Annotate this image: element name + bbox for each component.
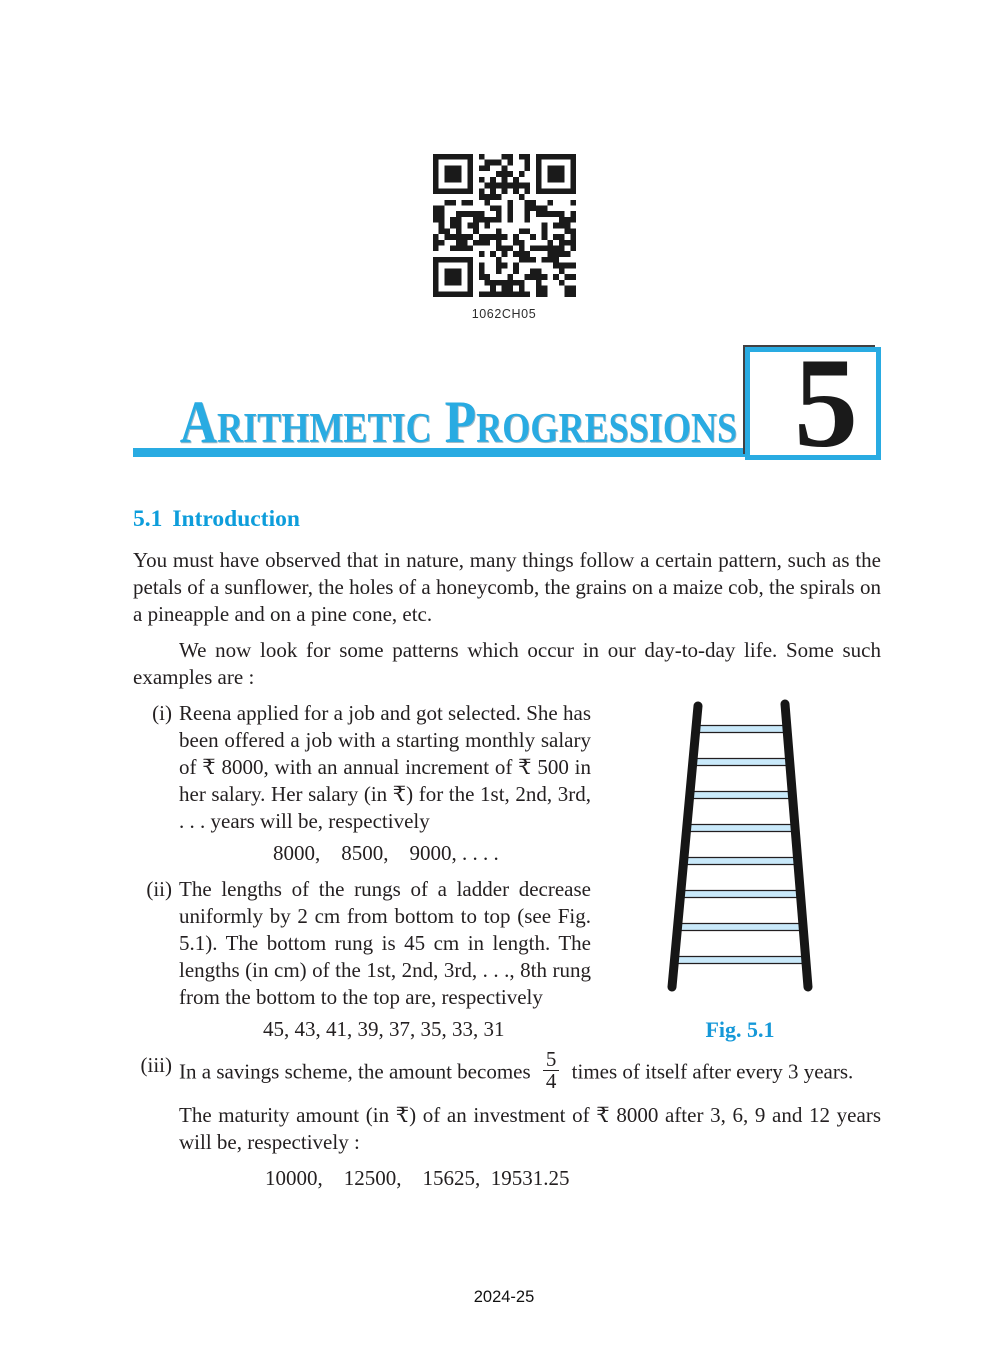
chapter-number-box	[745, 332, 881, 475]
qr-code-icon	[433, 154, 576, 297]
item-text-i: Reena applied for a job and got selected. She has been offered a job with a starting monthly salary of ₹ 8000, with an annual increment of ₹ 500 in her salary. Her salary (in ₹) for the 1st, 2nd, 3rd, . . . years will be, respectively	[179, 701, 591, 833]
item-iii-text-after-fraction: times of itself after every 3 years.	[571, 1059, 854, 1084]
fraction-denominator: 4	[543, 1070, 560, 1092]
chapter-title: Arithmetic Progressions	[179, 389, 737, 455]
ladder-left-rail	[672, 706, 698, 987]
item-values-i: 8000, 8500, 9000, . . . .	[273, 841, 499, 865]
item-label-iii: (iii)	[140, 1053, 172, 1077]
item-values-ii: 45, 43, 41, 39, 37, 35, 33, 31	[263, 1017, 505, 1041]
item-values-iii: 10000, 12500, 15625, 19531.25	[265, 1165, 570, 1190]
fraction-numerator: 5	[545, 1047, 557, 1071]
item-label-ii: (ii)	[146, 877, 172, 901]
section-heading	[133, 506, 881, 532]
example-item-iii	[133, 1047, 881, 1192]
chapter-number: 5	[794, 332, 858, 475]
ladder-icon	[652, 694, 828, 996]
section-title: Introduction	[172, 506, 300, 532]
item-iii-line-with-fraction	[179, 1047, 881, 1096]
item-text-ii: The lengths of the rungs of a ladder decrease uniformly by 2 cm from bottom to top (see Fig. 5.1). The bottom rung is 45 cm in length. The lengths (in cm) of the 1st, 2nd, 3rd, . . ., 8th rung from the bottom to the top are, respectively	[179, 877, 591, 1009]
item-text-iii	[179, 1047, 881, 1162]
page-footer-year: 2024-25	[473, 1288, 535, 1306]
item-label-i: (i)	[152, 701, 172, 725]
ladder-right-rail	[785, 704, 808, 987]
figure-caption: Fig. 5.1	[705, 1017, 775, 1042]
intro-paragraph-2: We now look for some patterns which occur in our day-to-day life. Some such examples are :	[133, 638, 881, 689]
qr-block	[0, 154, 1008, 321]
item-iii-text2: The maturity amount (in ₹) of an investment of ₹ 8000 after 3, 6, 9 and 12 years will be, respectively :	[179, 1102, 881, 1154]
ladder-figure	[652, 694, 828, 1043]
item-iii-text-before-fraction: In a savings scheme, the amount becomes	[179, 1059, 531, 1084]
section-number: 5.1	[133, 506, 163, 532]
qr-caption: 1062CH05	[471, 307, 537, 321]
intro-paragraph-1: You must have observed that in nature, many things follow a certain pattern, such as the petals of a sunflower, the holes of a honeycomb, the grains on a maize cob, the spirals on a pineapple and on a pine cone, etc.	[133, 548, 881, 626]
fraction-five-fourths	[543, 1049, 560, 1093]
